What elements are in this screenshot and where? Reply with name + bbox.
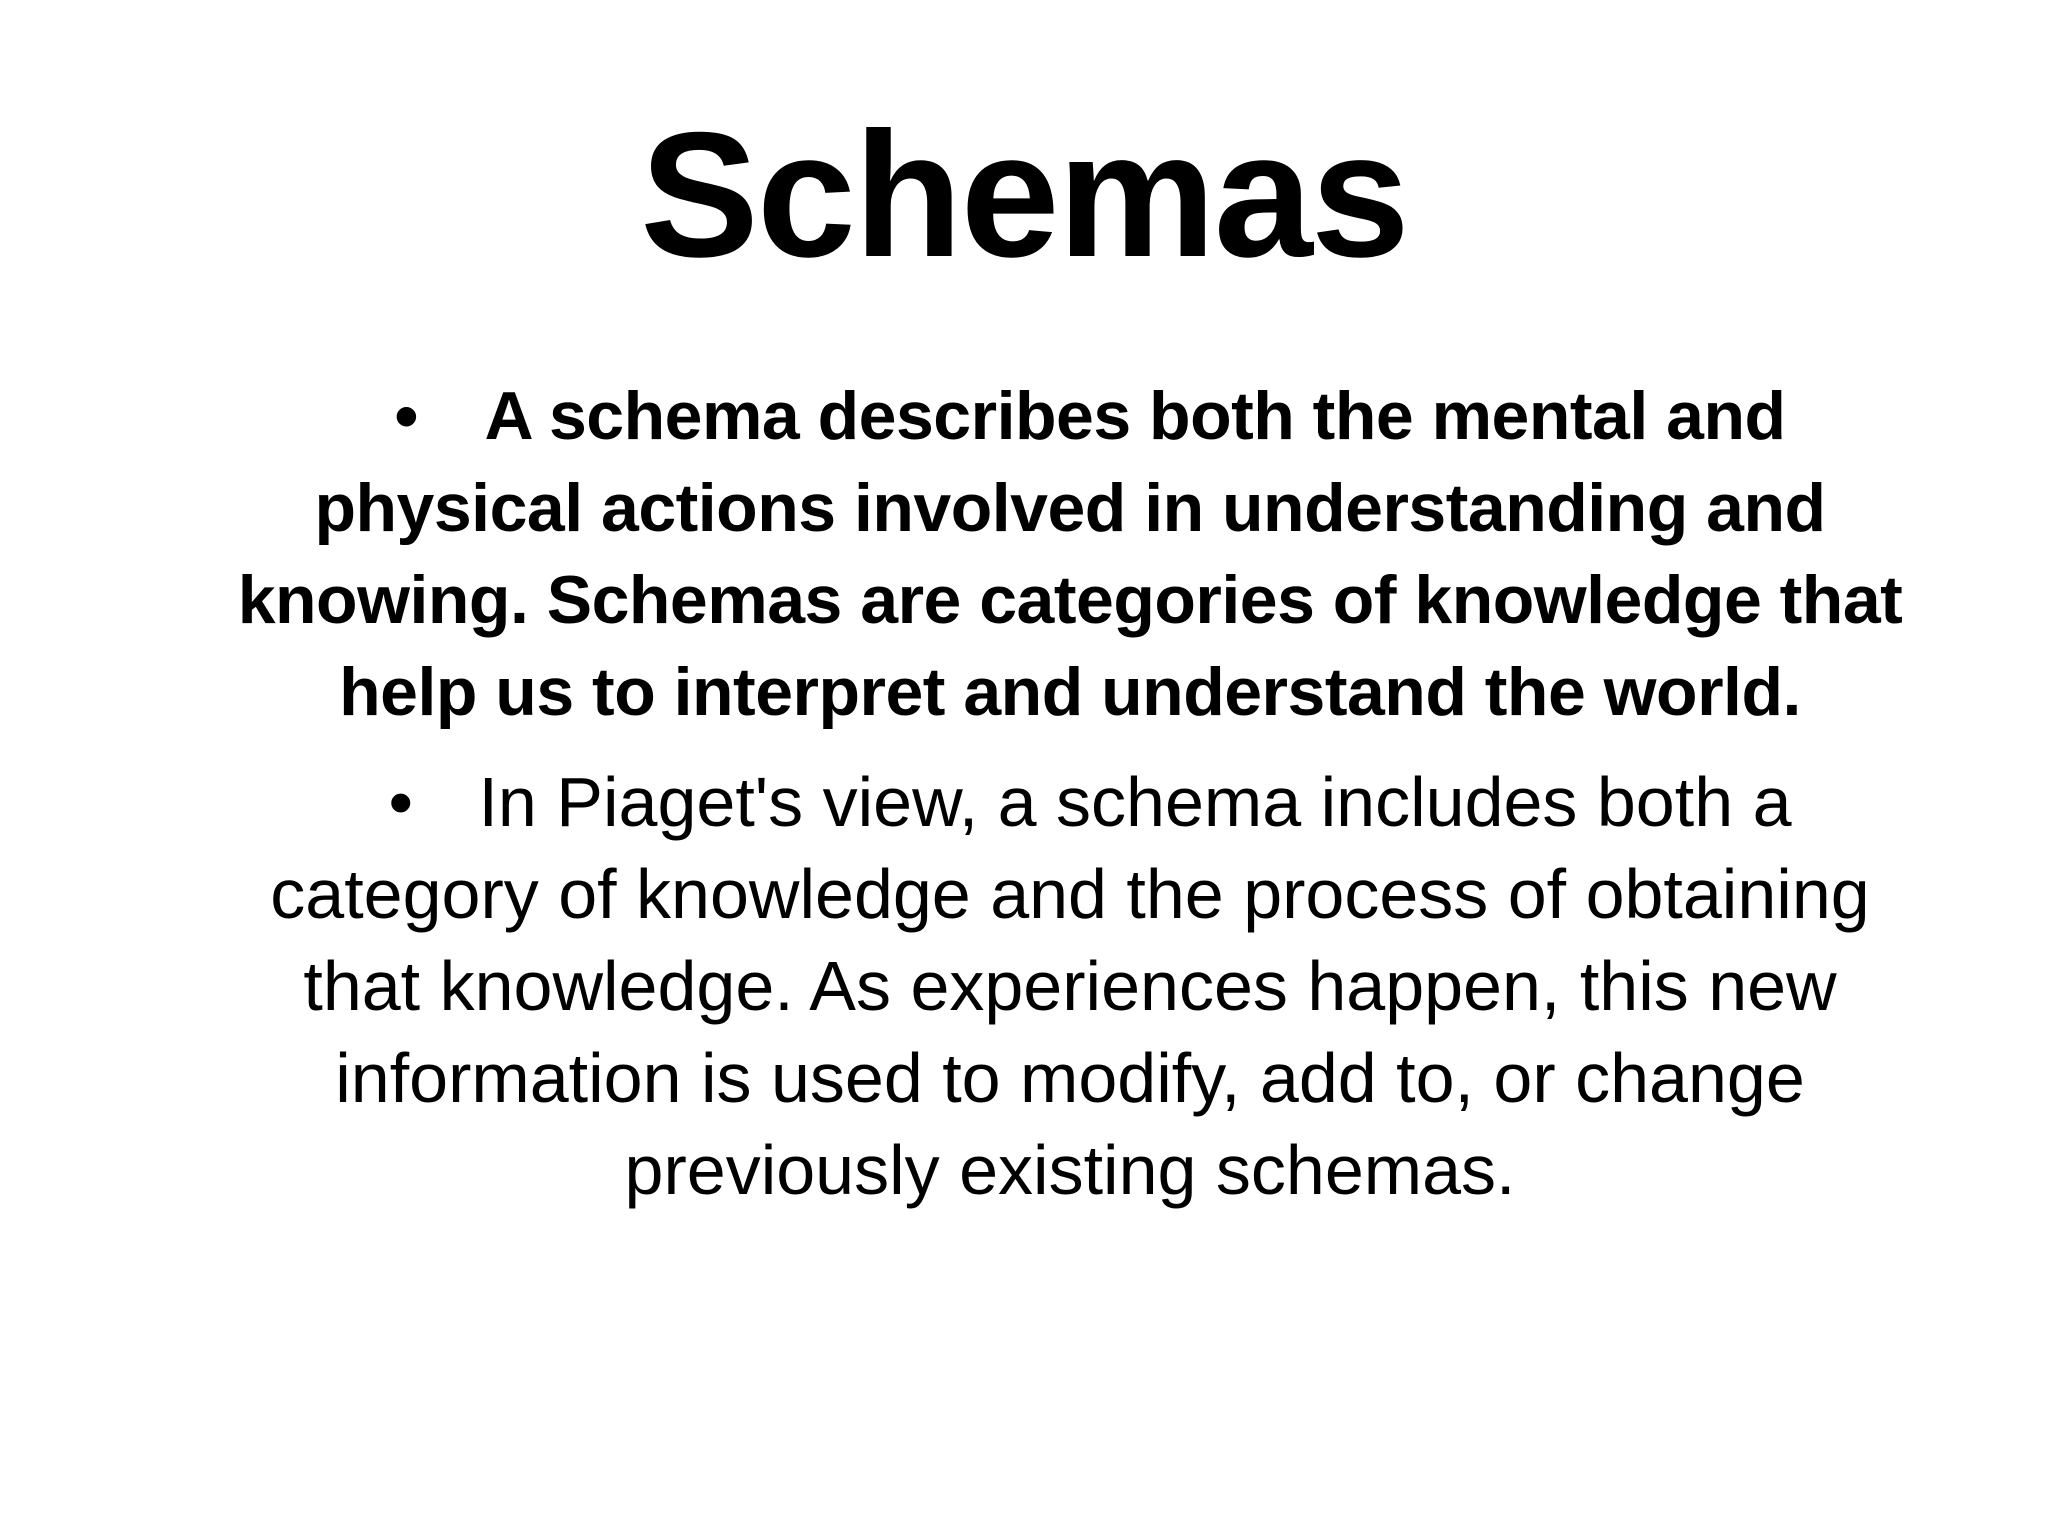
bullet-dot-icon: •	[394, 378, 418, 454]
slide-body	[220, 370, 1920, 1234]
bullet-dot-icon: •	[388, 763, 413, 841]
bullet-text: In Piaget's view, a schema includes both a category of knowledge and the process of obtaining that knowledge. As experiences happen, this new information is used to modify, add to, or change previously existing schemas.	[270, 763, 1870, 1209]
slide-title: Schemas	[640, 95, 1408, 294]
bullet-item	[220, 370, 1920, 738]
bullet-item	[220, 756, 1920, 1216]
bullet-text: A schema describes both the mental and physical actions involved in understanding and knowing. Schemas are categories of knowledge that help us to interpret and understand the world.	[237, 378, 1903, 730]
